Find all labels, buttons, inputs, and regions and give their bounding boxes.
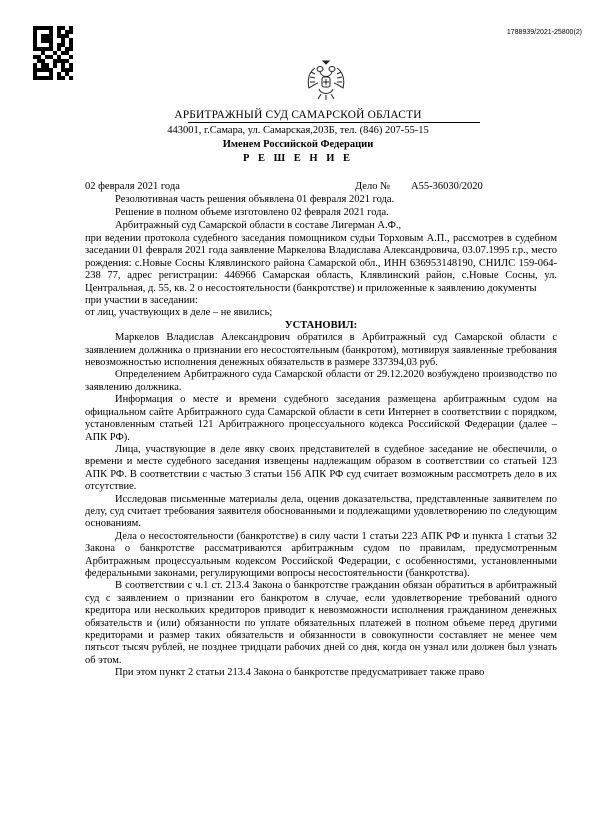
- court-name: АРБИТРАЖНЫЙ СУД САМАРСКОЙ ОБЛАСТИ: [174, 109, 422, 121]
- paragraph: при участии в заседании:: [85, 295, 198, 307]
- decision-title: Р Е Ш Е Н И Е: [242, 153, 354, 164]
- paragraph: от лиц, участвующих в деле – не явились;: [85, 307, 273, 319]
- paragraph: Маркелов Владислав Александрович обратился в Арбитражный суд Самарской области с заявлением должника о признании его несостоятельным (банкротом), мотивируя заявленные требования невозможностью исполнения денежных обязательств в размере 337394,03 руб.: [85, 332, 557, 369]
- heading: Именем Российской Федерации: [222, 139, 374, 150]
- case-number: А55-36030/2020: [411, 181, 483, 192]
- qr-code: [33, 26, 73, 80]
- document-id: 1788939/2021-25800(2): [506, 29, 582, 36]
- paragraph: При этом пункт 2 статьи 213.4 Закона о банкротстве предусматривает также право: [115, 667, 485, 679]
- full-decision-line: Решение в полном объеме изготовлено 02 февраля 2021 года.: [115, 207, 389, 218]
- court-composition: Арбитражный суд Самарской области в составе Лигерман А.Ф.,: [115, 220, 402, 231]
- paragraph: В соответствии с ч.1 ст. 213.4 Закона о банкротстве гражданин обязан обратиться в арбитражный суд с заявлением о признании его банкротом в случае, если удовлетворение требований одного кредитора или нескольких кредиторов приводит к невозможности исполнения гражданином денежных обязательств и (или) обязанности по уплате обязательных платежей в полном объеме перед другими кредиторами и размер таких обязательств и обязанности в совокупности составляет не менее чем пятьсот тысяч рублей, не позднее тридцати рабочих дней со дня, когда он узнал или должен был узнать об этом.: [85, 580, 557, 666]
- court-address: 443001, г.Самара, ул. Самарская,203Б, тел. (846) 207-55-15: [167, 125, 429, 136]
- coat-of-arms-emblem: [303, 58, 349, 104]
- paragraph: Информация о месте и времени судебного заседания размещена арбитражным судом на официальном сайте Арбитражного суда Самарской области в сети Интернет в соответствии с порядком, установленным статьей 121 Арбитражного процессуального кодекса Российской Федерации (далее – АПК РФ).: [85, 394, 557, 443]
- paragraph: Определением Арбитражного суда Самарской области от 29.12.2020 возбуждено производство по заявлению должника.: [85, 369, 557, 393]
- divider: [188, 122, 480, 123]
- decision-body: [85, 233, 557, 680]
- paragraph: Дела о несостоятельности (банкротстве) в силу части 1 статьи 223 АПК РФ и пункта 1 статьи 32 Закона о банкротстве рассматриваются арбитражным судом по правилам, предусмотренным Арбитражным процессуальным кодексом Российской Федерации, с особенностями, установленными федеральными законами, регулирующими вопросы несостоятельности (банкротства).: [85, 530, 557, 579]
- paragraph: Исследовав письменные материалы дела, оценив доказательства, представленные заявителем по делу, суд считает требования заявителя обоснованными и подлежащими удовлетворению по следующим основаниям.: [85, 493, 557, 530]
- paragraph: Лица, участвующие в деле явку своих представителей в судебное заседание не обеспечили, о времени и месте судебного заседания извещены надлежащим образом в соответствии со статьей 123 АПК РФ. В соответствии с частью 3 статьи 156 АПК РФ суд считает возможным рассмотреть дело в их отсутствие.: [85, 443, 557, 493]
- case-label: Дело №: [355, 181, 391, 192]
- paragraph: при ведении протокола судебного заседания помощником судьи Торховым А.П., рассмотрев в судебном заседании 01 февраля 2021 года заявление Маркелова Владислава Александровича, 03.07.1995 г.р., место рождения: с.Новые Сосны Клявлинского района Самарской обл., ИНН 636953148190, СНИЛС 159-064-238 77, адрес регистрации: 446966 Самарская область, Клявлинский район, с.Новые Сосны, ул. Центральная, д. 55, кв. 2 о несостоятельности (банкротстве) и приложенные к заявлению документы: [85, 233, 557, 294]
- resolution-line: Резолютивная часть решения объявлена 01 февраля 2021 года.: [115, 194, 395, 205]
- section-heading: УСТАНОВИЛ:: [284, 319, 358, 331]
- decision-date: 02 февраля 2021 года: [85, 181, 180, 192]
